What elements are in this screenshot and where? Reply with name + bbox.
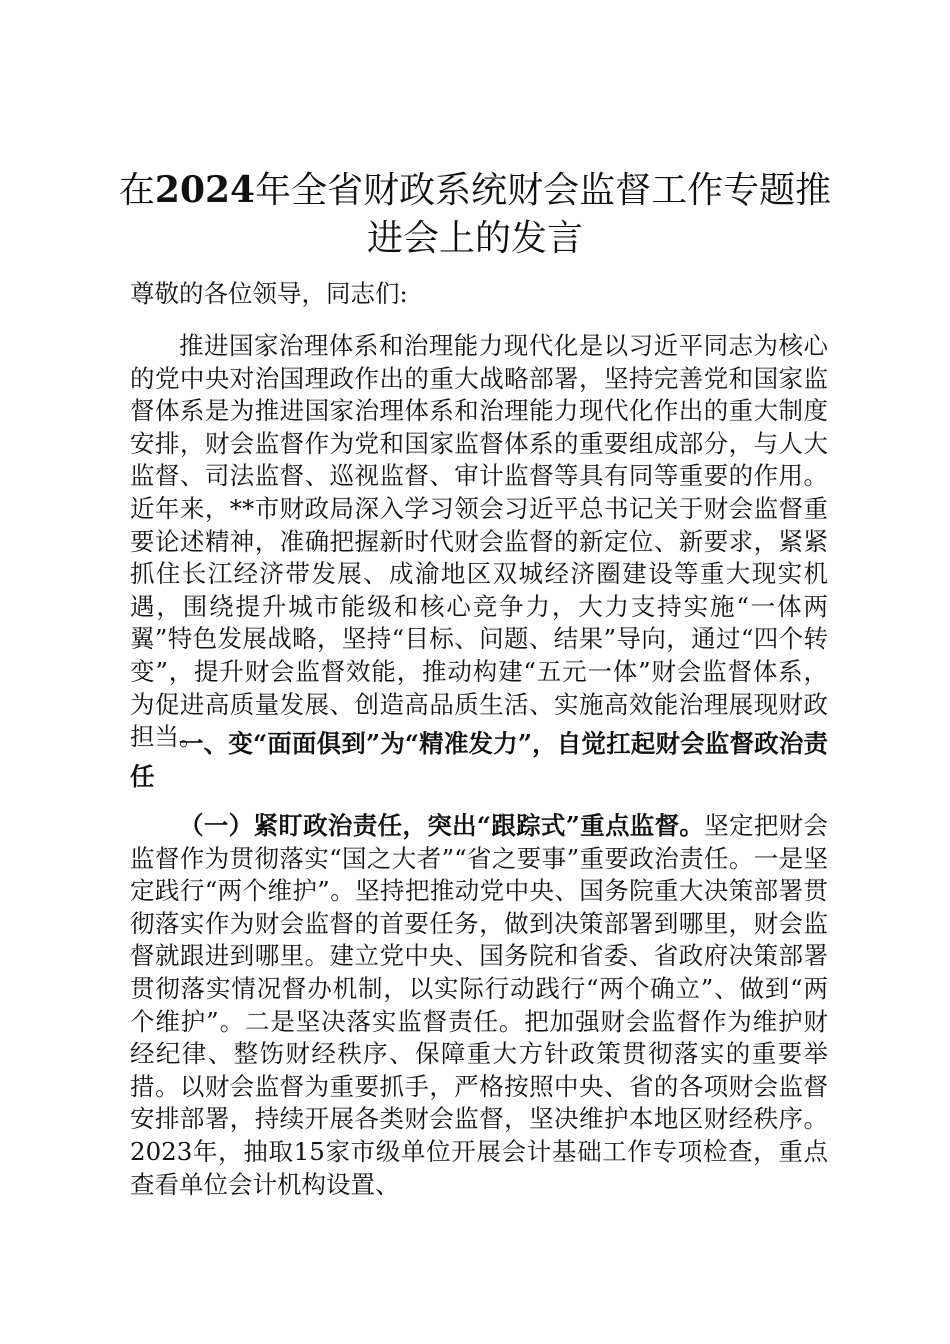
document-title — [118, 166, 832, 263]
section-1-paragraph-text: 坚定把财会监督作为贯彻落实“国之大者”“省之要事”重要政治责任。一是坚定践行“两个维护”。坚持把推动党中央、国务院重大决策部署贯彻落实作为财会监督的首要任务，做到决策部署到哪里，财会监督就跟进到哪里。建立党中央、国务院和省委、省政府决策部署贯彻落实情况督办机制，以实际行动践行“两个确立”、做到“两个维护”。二是坚决落实监督责任。把加强财会监督作为维护财经纪律、整饬财经秩序、保障重大方针政策贯彻落实的重要举措。以财会监督为重要抓手，严格按照中央、省的各项财会监督安排部署，持续开展各类财会监督，坚决维护本地区财经秩序。2023年，抽取15家市级单位开展会计基础工作专项检查，重点查看单位会计机构设置、 — [130, 811, 828, 1199]
title-suffix: 年全省财政系统财会监督工作专题推进会上的发言 — [255, 170, 832, 259]
section-1-paragraph — [130, 810, 828, 1201]
section-heading-1: 一、变“面面俱到”为“精准发力”，自觉扛起财会监督政治责任 — [130, 729, 828, 791]
intro-paragraph: 推进国家治理体系和治理能力现代化是以习近平同志为核心的党中央对治国理政作出的重大战略部署，坚持完善党和国家监督体系是为推进国家治理体系和治理能力现代化作出的重大制度安排，财会监督作为党和国家监督体系的重要组成部分，与人大监督、司法监督、巡视监督、审计监督等具有同等重要的作用。近年来，**市财政局深入学习领会习近平总书记关于财会监督重要论述精神，准确把握新时代财会监督的新定位、新要求，紧紧抓住长江经济带发展、成渝地区双城经济圈建设等重大现实机遇，围绕提升城市能级和核心竞争力，大力支持实施“一体两翼”特色发展战略，坚持“目标、问题、结果”导向，通过“四个转变”，提升财会监督效能，推动构建“五元一体”财会监督体系，为促进高质量发展、创造高品质生活、实施高效能治理展现财政担当。 — [130, 331, 828, 752]
title-prefix: 在 — [118, 170, 155, 211]
subheading-1: （一）紧盯政治责任，突出“跟踪式”重点监督。 — [179, 811, 705, 840]
salutation: 尊敬的各位领导，同志们: — [130, 279, 408, 308]
title-year: 2024 — [154, 169, 256, 211]
